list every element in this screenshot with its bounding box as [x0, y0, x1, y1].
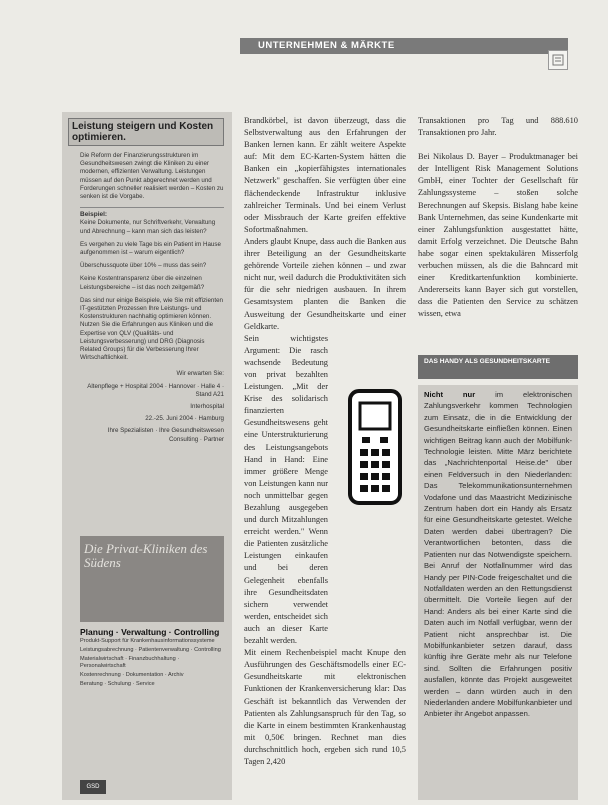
page-corner-icon — [548, 50, 568, 70]
sidebar-lead: Die Reform der Finanzierungsstrukturen im Gesundheitswesen zwingt die Kliniken zu einer modernen, effizienten Verwaltung. Leistungen müssen auf den Punkt abgerechnet werden und Forderungen schneller realisiert werden – Kosten zu senken ist die Vorgabe. — [80, 152, 224, 201]
event-line: Wir erwarten Sie: — [176, 370, 224, 378]
infobox-title: DAS HANDY ALS GESUNDHEITSKARTE — [418, 355, 578, 379]
infobox-text — [418, 385, 578, 800]
sidebar-box-item: Das sind nur einige Beispiele, wie Sie mit effizienten IT-gestützten Prozessen Ihre Leistungs- und Kostenstrukturen nachhaltig optimieren können. Nutzen Sie die Erfahrungen aus Kliniken und die Expertise von QLV (Qualitäts- und Leistungsverbesserung) und DRG (Diagnosis Related Groups) für die Verbesserung Ihrer Wirtschaftlichkeit. — [80, 296, 223, 362]
ad2-line: Materialwirtschaft · Finanzbuchhaltung · Personalwirtschaft — [80, 656, 180, 670]
event-line: Altenpflege + Hospital 2004 · Hannover · Halle 4 · Stand A21 — [87, 382, 224, 398]
ad-headline: Die Privat-Kliniken des Südens — [84, 541, 208, 570]
sidebar-ad — [62, 112, 232, 800]
sidebar-box-item: Überschussquote über 10% – muss das sein? — [80, 262, 207, 270]
article-paragraph: Brandkörbel, ist davon überzeugt, dass die Selbstverwaltung aus den Erfahrungen der Banken lernen kann. Er zählt weitere Aspekte auf: Mit dem EC-Karten-System hätten die Banken ein „kopierfähigstes internationales Netzwerk" geschaffen. Sie verfügten über eine flächendeckende Infrastruktur inklusive zahlreicher Terminals. Und bei einem Verlust oder Missbrauch der Karte greifen effektive Sofortmaßnahmen. — [244, 116, 406, 234]
article-paragraph — [418, 139, 578, 151]
sidebar-event-info — [80, 370, 224, 443]
ad2-line: Leistungsabrechnung · Patientenverwaltung · Controlling — [80, 647, 221, 654]
phone-illustration — [332, 385, 418, 509]
sidebar-question-box — [80, 207, 224, 362]
sidebar-logo: GSD — [80, 780, 106, 794]
article-paragraph: Anders glaubt Knupe, dass auch die Banken aus ihrer Beteiligung an der Gesundheitskarte gehörende Vorteile ziehen können – und zwar nicht nur, weil dadurch die Produktivitäten sich für die sehr niedrigen ausbauen. In ihrem Gesamtsystem planten die Banken die Ausweitung der Gesundheitskarte und einer Geldkarte. — [244, 236, 406, 331]
sidebar-box-item: Es vergehen zu viele Tage bis ein Patient im Hause aufgenommen ist – warum eigentlich? — [80, 240, 221, 257]
ad2-line: Beratung · Schulung · Service — [80, 681, 155, 688]
mobile-phone-icon — [332, 385, 418, 509]
sidebar-box-heading: Beispiel: — [80, 211, 108, 219]
article-paragraph: Bei Nikolaus D. Bayer – Produktmanager bei der Intelligent Risk Management Solutions GmbH, einer Tochter der Gesellschaft für Zahlungssysteme – stoßen solche Berechnungen auf Skepsis. Bislang habe keine Bank Unternehmen, das seine Kundenkarte mit einer Zahlungsfunktion ausgestattet hätte, damit Erfolg verzeichnet. Die Deutsche Bahn habe sogar einen spektakulären Misserfolg verbuchen müssen, als die die Bahncard mit einer Kreditkartenfunktion kombinierte. Andererseits kann Bayer sich gut vorstellen, dass die Patienten den Service zu schätzen wissen, etwa — [418, 152, 578, 319]
infobox-body: im elektronischen Zahlungsverkehr kommen Technologien zum Einsatz, die in die Entwicklung der Gesundheitskarte einfließen können. Einen wichtigen Beitrag kann auch der Mobilfunk-Technologie leisten. Mitte März berichtete das „Nachrichtenportal Heise.de" über einen Feldversuch in den Niederlanden: Das Telekommunikationsunternehmen Vodafone und das Maastricht Medizinische Zentrum haben dort ein Handy als Ersatz für eine Gesundheitskarte getestet. Welche Daten werden dabei übertragen? Die Verantwortlichen betonten, dass die Patienten nur das Notwendigste speichern. Bei Anruf der Notfallnummer wird das Handy per PIN-Code freigeschaltet und die Notfalldaten werden an den Rettungsdienst übermittelt. Die Vorteile liegen auf der Hand: Anders als bei einer Karte sind die Daten auch im Notfall verfügbar, wenn der Patient nicht ansprechbar ist. Die Mobilfunkanbieter setzen darauf, dass künftig ihre Geräte mehr als nur Telefone sind. Sollten die Erfahrungen positiv ausfallen, könnte das Projekt ausgeweitet werden – dann würden auch in den Niederlanden andere Mobilfunkanbieter und Anbieter ihr Angebot anpassen. — [424, 390, 573, 719]
section-header: UNTERNEHMEN & MÄRKTE — [240, 38, 568, 54]
sidebar-box-item: Keine Dokumente, nur Schriftverkehr, Verwaltung und Abrechnung – kann man sich das leisten? — [80, 219, 216, 235]
event-line: Interhospital — [190, 403, 224, 411]
event-line: Ihre Spezialisten · Ihre Gesundheitswesen Consulting · Partner — [107, 427, 224, 443]
infobox-lead: Nicht nur — [424, 390, 476, 399]
event-line: 22.-25. Juni 2004 · Hamburg — [145, 415, 224, 423]
sidebar-ad-text-block — [80, 628, 224, 690]
sidebar-ad-image — [80, 536, 224, 622]
article-paragraph: Sein wichtigstes Argument: Die rasch wachsende Bedeutung von privat bezahlten Leistungen. „Mit der Krise des solidarisch finanzierten Gesundheitswesens geht eine Unterstrukturierung des Leistungsangebots Hand in Hand: Eine immer größere Menge von Leistungen kann nur noch unmittelbar gegen Bezahlung ausgegeben und durch Mitzahlungen erreicht werden." Wenn die Patienten zusätzliche Leistungen einkaufen und bei deren Gelegenheit ebenfalls ihre Gesundheitsdaten sichern verwendet werden, entscheidet sich auch an dieser Karte bezahlt werden. — [244, 333, 328, 646]
article-column-2 — [418, 115, 578, 321]
sidebar-box-item: Keine Kostentransparenz über die einzelnen Leistungsbereiche – ist das noch zeitgemäß? — [80, 275, 205, 291]
article-paragraph: Transaktionen pro Tag und 888.610 Transaktionen pro Jahr. — [418, 116, 578, 138]
ad2-line: Produkt-Support für Krankenhausinformationssysteme — [80, 638, 215, 645]
ad2-title: Planung · Verwaltung · Controlling — [80, 627, 220, 637]
article-paragraph: Mit einem Rechenbeispiel macht Knupe den Ausführungen des Geschäftsmodells einer EC-Gesundheitskarte mit elektronischen Funktionen der Krankenversicherung klar: Das Geschäft ist bekanntlich das Verwenden der Patienten als Zahlungsanspruch für den Tag, so die Karte in einem bestimmten Krankenhaustag mit 0,50€ bringen. Rechnet man dies durchschnittlich hoch, ergeben sich rund 10,5 Tagen 2,420 — [244, 648, 406, 766]
ad2-line: Kostenrechnung · Dokumentation · Archiv — [80, 672, 184, 679]
sidebar-title: Leistung steigern und Kosten optimieren. — [68, 118, 224, 146]
